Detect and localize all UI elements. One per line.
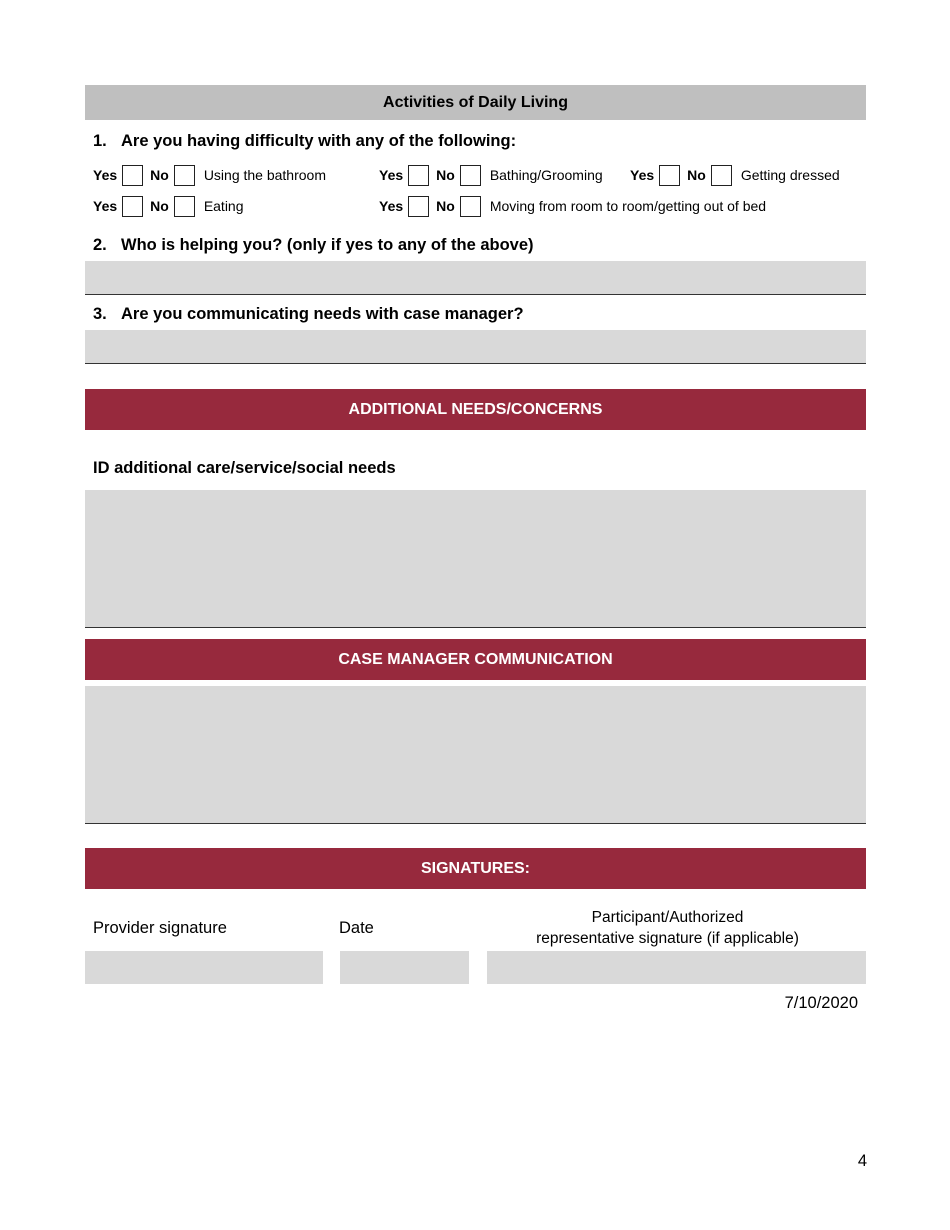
participant-signature-field[interactable]: [487, 951, 866, 984]
question-1: [93, 132, 516, 151]
moving-yes-checkbox[interactable]: [408, 196, 429, 217]
question-3-text: Are you communicating needs with case manager?: [121, 305, 524, 323]
case-manager-title: CASE MANAGER COMMUNICATION: [338, 650, 613, 668]
moving-no-checkbox[interactable]: [460, 196, 481, 217]
bathroom-yes-checkbox[interactable]: [122, 165, 143, 186]
item-label-bathroom: Using the bathroom: [203, 167, 326, 183]
date-field[interactable]: [340, 951, 469, 984]
no-label: No: [436, 198, 455, 214]
page-number: 4: [857, 1152, 867, 1170]
eating-no-checkbox[interactable]: [174, 196, 195, 217]
yes-label: Yes: [630, 167, 655, 183]
adl-item-bathing: [379, 164, 603, 186]
no-label: No: [150, 198, 169, 214]
adl-section-header: [85, 85, 866, 120]
item-label-moving: Moving from room to room/getting out of bed: [489, 198, 767, 214]
adl-item-dressed: [630, 164, 840, 186]
signatures-header: [85, 848, 866, 889]
item-label-dressed: Getting dressed: [740, 167, 840, 183]
yes-label: Yes: [379, 198, 404, 214]
question-2-answer-field[interactable]: [85, 261, 866, 295]
participant-signature-label-line-1: Participant/Authorized: [591, 909, 744, 926]
participant-signature-label: [487, 907, 848, 949]
adl-item-eating: [93, 195, 244, 217]
no-label: No: [687, 167, 706, 183]
question-3-answer-field[interactable]: [85, 330, 866, 364]
provider-signature-label: Provider signature: [93, 919, 227, 937]
question-2-number: 2.: [93, 236, 107, 254]
no-label: No: [150, 167, 169, 183]
participant-signature-label-line-2: representative signature (if applicable): [536, 930, 799, 947]
additional-needs-label: ID additional care/service/social needs: [93, 459, 396, 477]
question-3: [93, 305, 524, 324]
adl-row-2: [93, 195, 873, 217]
bathing-no-checkbox[interactable]: [460, 165, 481, 186]
additional-needs-title: ADDITIONAL NEEDS/CONCERNS: [348, 400, 603, 418]
question-3-number: 3.: [93, 305, 107, 323]
signatures-title: SIGNATURES:: [420, 859, 531, 877]
footer-date: 7/10/2020: [784, 994, 858, 1012]
adl-item-moving: [379, 195, 766, 217]
bathroom-no-checkbox[interactable]: [174, 165, 195, 186]
case-manager-header: [85, 639, 866, 680]
adl-item-bathroom: [93, 164, 326, 186]
question-2: [93, 236, 534, 255]
yes-label: Yes: [93, 167, 118, 183]
question-1-text: Are you having difficulty with any of the following:: [121, 132, 517, 150]
yes-label: Yes: [93, 198, 118, 214]
additional-needs-header: [85, 389, 866, 430]
no-label: No: [436, 167, 455, 183]
dressed-no-checkbox[interactable]: [711, 165, 732, 186]
case-manager-field[interactable]: [85, 686, 866, 824]
question-1-number: 1.: [93, 132, 107, 150]
adl-row-1: [93, 164, 873, 186]
yes-label: Yes: [379, 167, 404, 183]
dressed-yes-checkbox[interactable]: [659, 165, 680, 186]
date-label: Date: [339, 919, 374, 937]
item-label-eating: Eating: [203, 198, 244, 214]
question-2-text: Who is helping you? (only if yes to any of the above): [121, 236, 534, 254]
additional-needs-field[interactable]: [85, 490, 866, 628]
provider-signature-field[interactable]: [85, 951, 323, 984]
bathing-yes-checkbox[interactable]: [408, 165, 429, 186]
item-label-bathing: Bathing/Grooming: [489, 167, 603, 183]
adl-section-title: Activities of Daily Living: [383, 93, 568, 111]
eating-yes-checkbox[interactable]: [122, 196, 143, 217]
